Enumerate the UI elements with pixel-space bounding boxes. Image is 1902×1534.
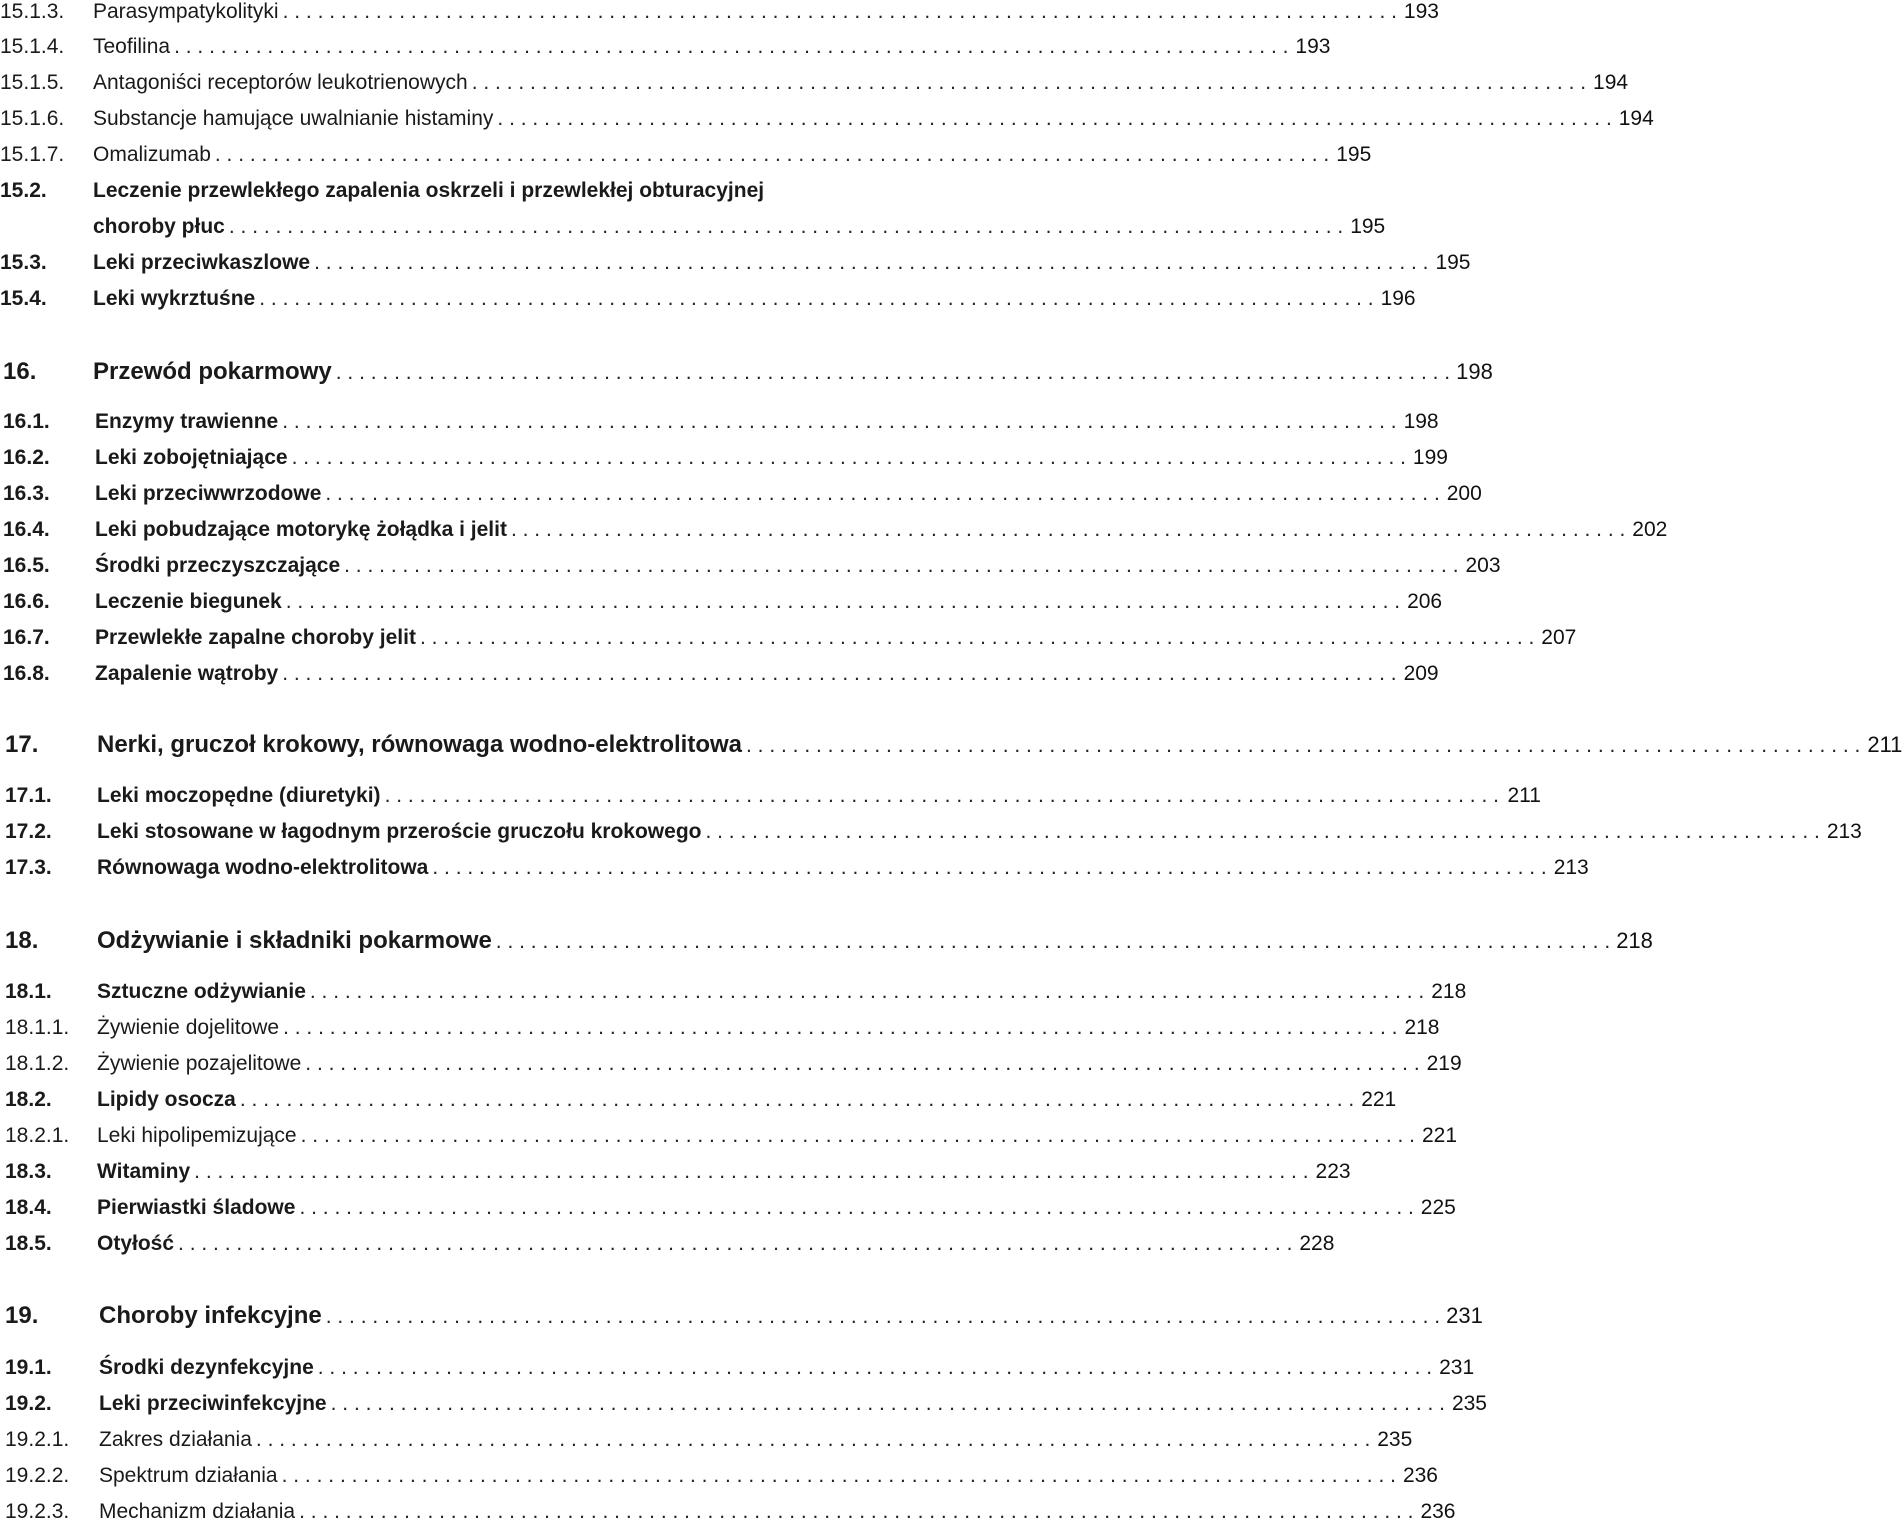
entry-number: 15.1.3. <box>0 0 65 23</box>
dot-leader <box>283 1016 1397 1040</box>
page-number: 206 <box>1407 590 1443 613</box>
toc-entry-row <box>0 518 1668 552</box>
toc-entry-row <box>0 1356 1475 1390</box>
entry-number: 15.1.5. <box>0 71 65 94</box>
entry-title: Lipidy osocza <box>97 1088 236 1111</box>
entry-title: Przewód pokarmowy <box>93 358 332 385</box>
toc-entry-row <box>0 1016 1440 1050</box>
toc-entry-row <box>0 482 1482 516</box>
entry-title: Witaminy <box>97 1160 191 1183</box>
entry-title: Antagoniści receptorów leukotrienowych <box>93 71 468 94</box>
page-number: 225 <box>1420 1196 1456 1219</box>
entry-title: Sztuczne odżywianie <box>97 980 306 1003</box>
entry-title: Odżywianie i składniki pokarmowe <box>97 927 492 954</box>
dot-leader <box>318 1356 1432 1380</box>
entry-number: 18.2. <box>5 1088 52 1111</box>
page-number: 194 <box>1618 107 1654 130</box>
entry-title: Równowaga wodno-elektrolitowa <box>97 856 429 879</box>
toc-entry-row <box>0 1232 1335 1266</box>
entry-number: 18.1. <box>5 980 52 1003</box>
dot-leader <box>174 35 1288 59</box>
dot-leader <box>259 287 1373 311</box>
page-number: 194 <box>1593 71 1629 94</box>
toc-entry-row <box>0 626 1577 660</box>
entry-title: Przewlekłe zapalne choroby jelit <box>95 626 416 649</box>
entry-title: Leki hipolipemizujące <box>97 1124 297 1147</box>
toc-entry-row <box>0 820 1862 854</box>
entry-title: Substancje hamujące uwalnianie histaminy <box>93 107 494 130</box>
entry-number: 17.1. <box>5 784 52 807</box>
entry-title: Teofilina <box>93 35 171 58</box>
entry-title: Leki przeciwwrzodowe <box>95 482 322 505</box>
toc-entry-row <box>0 1160 1351 1194</box>
entry-number: 19. <box>5 1302 39 1329</box>
entry-title: Nerki, gruczoł krokowy, równowaga wodno-elektrolitowa <box>97 731 742 758</box>
dot-leader <box>420 626 1534 650</box>
toc-entry-row <box>0 1124 1458 1158</box>
dot-leader <box>432 856 1546 880</box>
entry-number: 19.2.2. <box>5 1464 70 1487</box>
entry-number: 15.1.6. <box>0 107 65 130</box>
page-number: 202 <box>1632 518 1668 541</box>
dot-leader <box>326 1305 1440 1329</box>
dot-leader <box>705 820 1819 844</box>
entry-number: 15.1.4. <box>0 35 65 58</box>
entry-title: Leki przeciwinfekcyjne <box>99 1392 327 1415</box>
toc-entry-row <box>0 71 1629 105</box>
toc-entry-row <box>0 1428 1413 1462</box>
entry-number: 16. <box>3 358 37 385</box>
page-number: 193 <box>1295 35 1331 58</box>
entry-title: Żywienie dojelitowe <box>97 1016 280 1039</box>
entry-number: 16.2. <box>3 446 50 469</box>
toc-entry-row <box>0 446 1448 480</box>
dot-leader <box>286 590 1400 614</box>
entry-title: Leki pobudzające motorykę żołądka i jelit <box>95 518 507 541</box>
toc-entry-row <box>0 107 1654 141</box>
page-number: 195 <box>1336 143 1372 166</box>
entry-number: 18.2.1. <box>5 1124 70 1147</box>
entry-title: choroby płuc <box>93 215 225 238</box>
dot-leader <box>385 784 1499 808</box>
dot-leader <box>282 1464 1396 1488</box>
entry-title: Parasympatykolityki <box>93 0 279 23</box>
entry-title: Leczenie przewlekłego zapalenia oskrzeli i przewlekłej obturacyjnej <box>93 179 765 202</box>
dot-leader <box>301 1124 1415 1148</box>
dot-leader <box>292 446 1406 470</box>
entry-number: 18.4. <box>5 1196 52 1219</box>
dot-leader <box>299 1196 1413 1220</box>
entry-number: 17.3. <box>5 856 52 879</box>
toc-entry-row <box>0 143 1372 177</box>
entry-number: 18.1.1. <box>5 1016 70 1039</box>
toc-entry-row <box>0 1500 1456 1534</box>
dot-leader <box>472 71 1586 95</box>
page-number: 228 <box>1299 1232 1335 1255</box>
dot-leader <box>305 1052 1419 1076</box>
page-number: 236 <box>1420 1500 1456 1523</box>
dot-leader <box>331 1392 1445 1416</box>
entry-number: 19.2.1. <box>5 1428 70 1451</box>
toc-entry-row <box>0 251 1471 285</box>
page-number: 218 <box>1431 980 1467 1003</box>
page-number: 221 <box>1361 1088 1397 1111</box>
toc-entry-row <box>0 410 1439 444</box>
entry-title: Leczenie biegunek <box>95 590 282 613</box>
entry-number: 16.3. <box>3 482 50 505</box>
page-number: 223 <box>1315 1160 1351 1183</box>
entry-number: 15.2. <box>0 179 47 202</box>
entry-title: Omalizumab <box>93 143 211 166</box>
page-number: 236 <box>1402 1464 1438 1487</box>
page-number: 207 <box>1541 626 1577 649</box>
toc-entry-row <box>0 35 1331 69</box>
page-number: 195 <box>1435 251 1471 274</box>
toc-chapter-row <box>0 358 1493 392</box>
dot-leader <box>240 1088 1354 1112</box>
entry-title: Choroby infekcyjne <box>99 1302 322 1329</box>
toc-chapter-row <box>0 927 1653 961</box>
dot-leader <box>299 1500 1413 1524</box>
entry-title: Enzymy trawienne <box>95 410 279 433</box>
entry-title: Środki dezynfekcyjne <box>99 1356 314 1379</box>
dot-leader <box>282 662 1396 686</box>
page-number: 221 <box>1421 1124 1458 1147</box>
toc-entry-row <box>0 554 1501 588</box>
entry-number: 15.4. <box>0 287 47 310</box>
dot-leader <box>746 734 1860 758</box>
entry-number: 16.8. <box>3 662 50 685</box>
entry-title: Mechanizm działania <box>99 1500 296 1523</box>
entry-number: 17. <box>5 731 39 758</box>
toc-entry-row <box>0 1088 1397 1122</box>
toc-entry-row <box>0 980 1467 1014</box>
dot-leader <box>229 215 1343 239</box>
entry-number: 16.1. <box>3 410 50 433</box>
page-number: 213 <box>1826 820 1862 843</box>
entry-title: Leki przeciwkaszlowe <box>93 251 311 274</box>
dot-leader <box>194 1160 1308 1184</box>
page-number: 193 <box>1403 0 1439 23</box>
entry-number: 16.4. <box>3 518 50 541</box>
toc-entry-row <box>0 590 1443 624</box>
entry-number: 16.5. <box>3 554 50 577</box>
entry-title: Zakres działania <box>99 1428 252 1451</box>
entry-title: Spektrum działania <box>99 1464 278 1487</box>
dot-leader <box>325 482 1439 506</box>
toc-entry-row <box>0 1196 1456 1230</box>
toc-entry-row <box>0 1052 1462 1086</box>
page-number: 199 <box>1412 446 1448 469</box>
entry-number: 16.7. <box>3 626 50 649</box>
entry-title: Środki przeczyszczające <box>95 554 341 577</box>
page-number: 211 <box>1507 784 1541 807</box>
toc-entry-row <box>0 784 1541 818</box>
entry-number: 17.2. <box>5 820 52 843</box>
page-number: 203 <box>1465 554 1501 577</box>
toc-entry-row <box>0 856 1589 890</box>
entry-number: 19.1. <box>5 1356 52 1379</box>
dot-leader <box>497 107 1611 131</box>
entry-number: 15.1.7. <box>0 143 65 166</box>
dot-leader <box>496 930 1610 954</box>
page-number: 235 <box>1451 1392 1487 1415</box>
toc-entry-row <box>0 215 1386 249</box>
dot-leader <box>314 251 1428 275</box>
dot-leader <box>511 518 1625 542</box>
page-number: 231 <box>1446 1303 1483 1328</box>
page-number: 218 <box>1404 1016 1440 1039</box>
page-number: 213 <box>1553 856 1589 879</box>
entry-number: 16.6. <box>3 590 50 613</box>
entry-number: 19.2. <box>5 1392 52 1415</box>
entry-title: Pierwiastki śladowe <box>97 1196 296 1219</box>
entry-number: 19.2.3. <box>5 1500 70 1523</box>
toc-chapter-row <box>0 1302 1483 1336</box>
page-number: 218 <box>1616 928 1653 953</box>
entry-title: Leki zobojętniające <box>95 446 288 469</box>
toc-entry-row <box>0 287 1416 321</box>
toc-entry-row <box>0 662 1439 696</box>
dot-leader <box>310 980 1424 1004</box>
toc-entry-row <box>0 179 955 213</box>
entry-number: 18.1.2. <box>5 1052 70 1075</box>
page-number: 196 <box>1380 287 1416 310</box>
dot-leader <box>282 410 1396 434</box>
entry-number: 18. <box>5 927 39 954</box>
page-number: 219 <box>1426 1052 1462 1075</box>
page-number: 198 <box>1456 359 1493 384</box>
page-number: 231 <box>1439 1356 1475 1379</box>
entry-title: Leki moczopędne (diuretyki) <box>97 784 381 807</box>
toc-entry-row <box>0 1464 1438 1498</box>
page-number: 198 <box>1403 410 1439 433</box>
toc-entry-row <box>0 1392 1487 1426</box>
page-number: 195 <box>1350 215 1386 238</box>
dot-leader <box>344 554 1458 578</box>
entry-number: 15.3. <box>0 251 47 274</box>
entry-title: Otyłość <box>97 1232 175 1255</box>
toc-chapter-row <box>0 731 1902 765</box>
dot-leader <box>256 1428 1370 1452</box>
dot-leader <box>178 1232 1292 1256</box>
page-number: 211 <box>1867 732 1902 757</box>
page-number: 209 <box>1403 662 1439 685</box>
entry-title: Leki stosowane w łagodnym przeroście gruczołu krokowego <box>97 820 702 843</box>
dot-leader <box>336 361 1450 385</box>
entry-number: 18.5. <box>5 1232 52 1255</box>
dot-leader <box>215 143 1329 167</box>
entry-title: Leki wykrztuśne <box>93 287 256 310</box>
entry-title: Żywienie pozajelitowe <box>97 1052 302 1075</box>
toc-entry-row <box>0 0 1439 34</box>
entry-title: Zapalenie wątroby <box>95 662 279 685</box>
entry-number: 18.3. <box>5 1160 52 1183</box>
dot-leader <box>283 0 1397 24</box>
page-number: 235 <box>1377 1428 1413 1451</box>
page-number: 200 <box>1446 482 1482 505</box>
